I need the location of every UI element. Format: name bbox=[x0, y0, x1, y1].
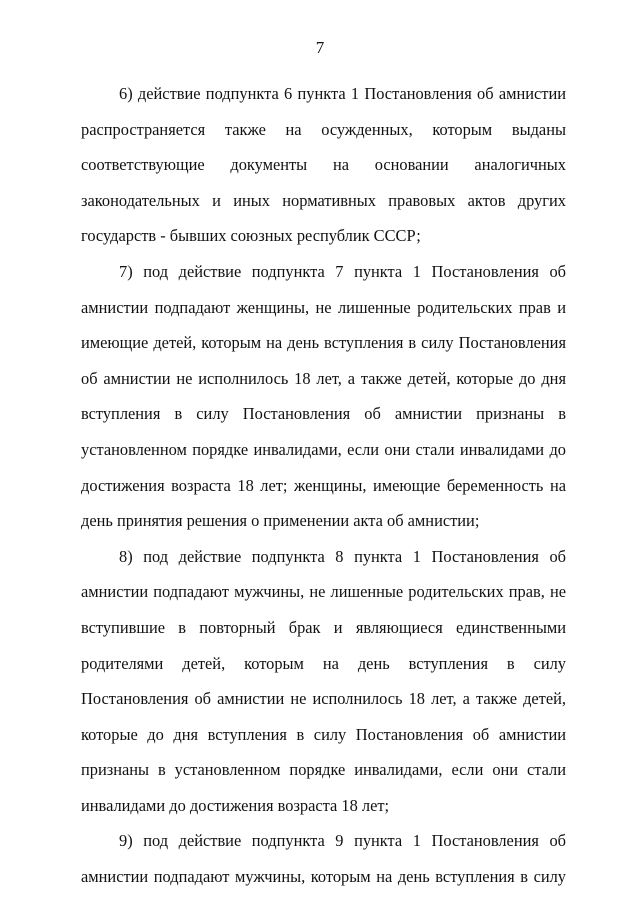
paragraph-item-6: 6) действие подпункта 6 пункта 1 Постановления об амнистии распространяется также на осужденных, которым выданы соответствующие документы на основании аналогичных законодательных и иных нормативных правовых актов других государств - бывших союзных республик СССР; bbox=[81, 84, 566, 246]
page-number: 7 bbox=[315, 38, 325, 57]
paragraph-item-8: 8) под действие подпункта 8 пункта 1 Постановления об амнистии подпадают мужчины, не лишенные родительских прав, не вступившие в повторный брак и являющиеся единственными родителями детей, которым на день вступления в силу Постановления об амнистии не исполнилось 18 лет, а также детей, которые до дня вступления в силу Постановления об амнистии признаны в установленном порядке инвалидами, если они стали инвалидами до достижения возраста 18 лет; bbox=[81, 546, 566, 815]
paragraph-item-9: 9) под действие подпункта 9 пункта 1 Постановления об амнистии подпадают мужчины, которым на день вступления в силу bbox=[81, 831, 566, 887]
paragraph-item-7: 7) под действие подпункта 7 пункта 1 Постановления об амнистии подпадают женщины, не лишенные родительских прав и имеющие детей, которым на день вступления в силу Постановления об амнистии не исполнилось 18 лет, а также детей, которые до дня вступления в силу Постановления об амнистии признаны в установленном порядке инвалидами, если они стали инвалидами до достижения возраста 18 лет; женщины, имеющие беременность на день принятия решения о применении акта об амнистии; bbox=[81, 261, 566, 531]
document-body bbox=[81, 76, 566, 895]
